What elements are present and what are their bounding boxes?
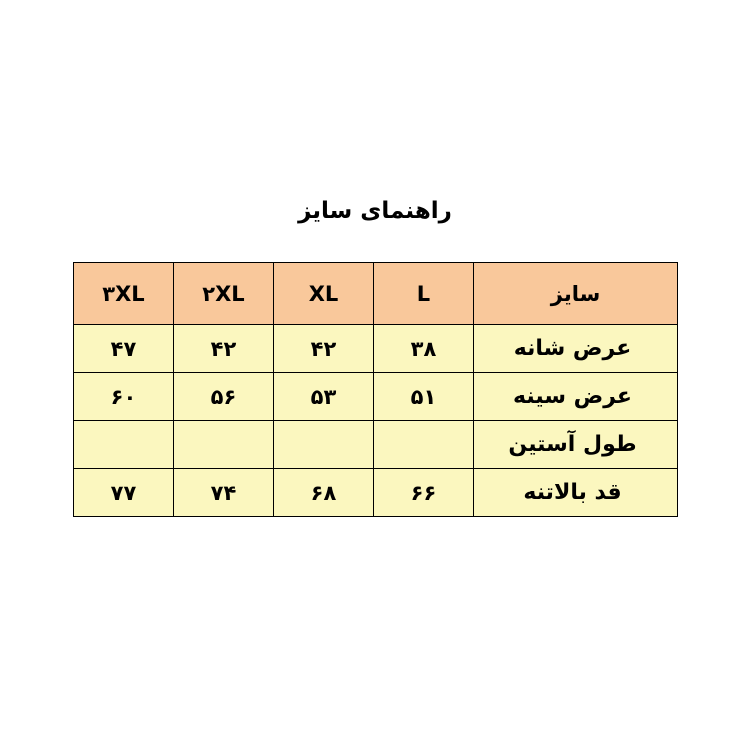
column-header-3xl: ۳XL [74,263,174,325]
cell-body-length-l: ۶۶ [374,469,474,517]
cell-shoulder-width-l: ۳۸ [374,325,474,373]
column-header-size-label: سایز [474,263,678,325]
row-label-body-length: قد بالاتنه [474,469,678,517]
size-guide-table [73,262,678,517]
column-header-l: L [374,263,474,325]
cell-shoulder-width-2xl: ۴۲ [174,325,274,373]
table-header [74,263,678,325]
cell-body-length-3xl: ۷۷ [74,469,174,517]
cell-chest-width-xl: ۵۳ [274,373,374,421]
cell-sleeve-length-3xl [74,421,174,469]
table-header-row [74,263,678,325]
row-label-chest-width: عرض سینه [474,373,678,421]
cell-chest-width-2xl: ۵۶ [174,373,274,421]
table-row [74,421,678,469]
cell-chest-width-3xl: ۶۰ [74,373,174,421]
row-label-shoulder-width: عرض شانه [474,325,678,373]
cell-body-length-xl: ۶۸ [274,469,374,517]
cell-sleeve-length-xl [274,421,374,469]
table-row [74,469,678,517]
page-title: راهنمای سایز [298,198,452,224]
column-header-xl: XL [274,263,374,325]
cell-shoulder-width-xl: ۴۲ [274,325,374,373]
cell-body-length-2xl: ۷۴ [174,469,274,517]
cell-chest-width-l: ۵۱ [374,373,474,421]
cell-sleeve-length-l [374,421,474,469]
table-row [74,373,678,421]
row-label-sleeve-length: طول آستین [474,421,678,469]
table-row [74,325,678,373]
table-body [74,325,678,517]
size-guide-table-wrapper [73,262,677,517]
cell-sleeve-length-2xl [174,421,274,469]
column-header-2xl: ۲XL [174,263,274,325]
cell-shoulder-width-3xl: ۴۷ [74,325,174,373]
